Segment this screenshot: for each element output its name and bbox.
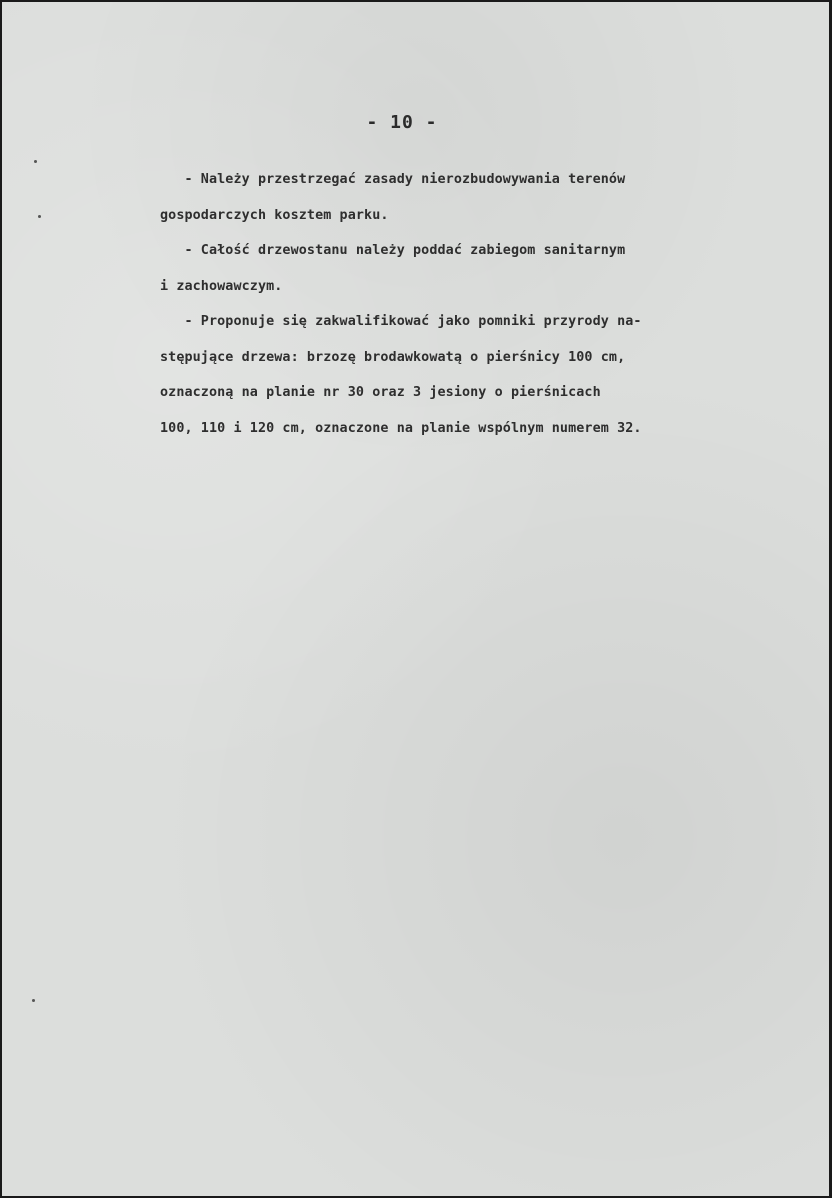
text-line: - Należy przestrzegać zasady nierozbudowywania terenów bbox=[160, 172, 626, 187]
paragraph-2 bbox=[160, 233, 790, 304]
paragraph-3 bbox=[160, 304, 790, 446]
text-line: gospodarczych kosztem parku. bbox=[160, 207, 389, 223]
text-line: - Proponuje się zakwalifikować jako pomniki przyrody na- bbox=[160, 314, 642, 329]
scan-speck bbox=[32, 999, 35, 1002]
text-line: stępujące drzewa: brzozę brodawkowatą o pierśnicy 100 cm, bbox=[160, 349, 626, 365]
paragraph-1 bbox=[160, 162, 790, 233]
page-number: - 10 - bbox=[366, 112, 438, 133]
text-line: 100, 110 i 120 cm, oznaczone na planie wspólnym numerem 32. bbox=[160, 420, 642, 436]
text-line: i zachowawczym. bbox=[160, 278, 283, 294]
text-line: - Całość drzewostanu należy poddać zabiegom sanitarnym bbox=[160, 243, 626, 258]
scan-speck bbox=[38, 215, 41, 218]
document-body bbox=[160, 162, 790, 446]
text-line: oznaczoną na planie nr 30 oraz 3 jesiony o pierśnicach bbox=[160, 385, 601, 400]
scan-speck bbox=[34, 160, 37, 163]
